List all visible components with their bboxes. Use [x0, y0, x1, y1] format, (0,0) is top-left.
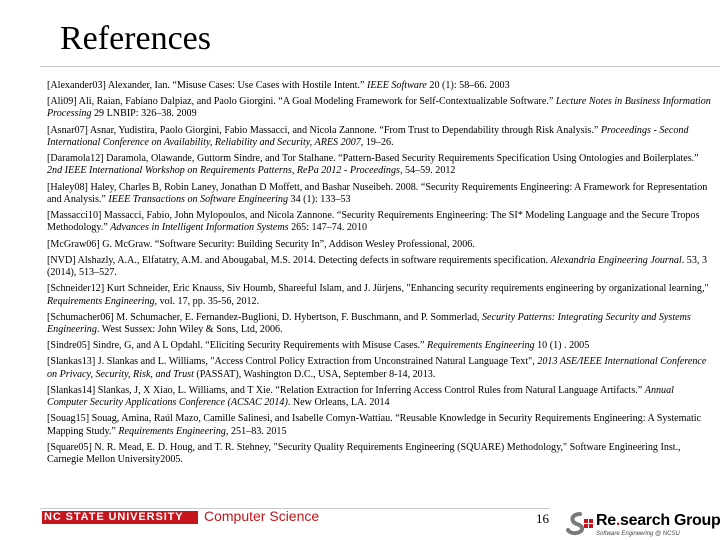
reference-text: 34 (1): 133–53 — [288, 193, 351, 205]
reference-entry — [47, 283, 712, 308]
reference-italic-text: Requirements Engineering — [47, 295, 155, 307]
reference-entry — [47, 210, 712, 235]
reference-italic-text: IEEE Transactions on Software Engineering — [108, 193, 289, 205]
research-group-name: Re.search Group — [596, 512, 720, 529]
ncsu-wordmark: NC STATE UNIVERSITY — [42, 511, 198, 524]
reference-entry — [47, 255, 712, 280]
references-list — [47, 80, 712, 470]
reference-text: , 19–26. — [360, 136, 394, 148]
reference-entry — [47, 385, 712, 410]
reference-text: [Souag15] Souag, Amina, Raúl Mazo, Camille Salinesi, and Isabelle Comyn-Wattiau. “Reusable Knowledge in Security Requirements Engineering: A Systematic Mapping Study.” — [47, 413, 702, 437]
reference-text: , vol. 17, pp. 35-56, 2012. — [154, 295, 260, 307]
reference-italic-text: Lecture Notes in Business Information Processing — [47, 96, 711, 120]
reference-text: [Schneider12] Kurt Schneider, Eric Knauss, Siv Houmb, Shareeful Islam, and J. Jürjens, "Enhancing security requirements engineering by organizational learning," — [47, 283, 709, 295]
reference-text: . New Orleans, LA. 2014 — [287, 397, 390, 409]
department-name: Computer Science — [204, 508, 320, 524]
reference-entry — [47, 80, 712, 92]
reference-entry — [47, 312, 712, 337]
reference-italic-text: Requirements Engineering — [118, 425, 226, 437]
reference-text: [Slankas13] J. Slankas and L. Williams, "Access Control Policy Extraction from Unconstrained Natural Language Text", — [47, 356, 538, 368]
reference-italic-text: Annual Computer Security Applications Conference (ACSAC 2014) — [47, 384, 674, 409]
reference-text: [McGraw06] G. McGraw. “Software Security: Building Security In”, Addison Wesley Professional, 2006. — [47, 238, 475, 250]
reference-italic-text: 2nd IEEE International Workshop on Requirements Patterns, RePa 2012 - Proceedings — [47, 165, 400, 177]
reference-text: [Asnar07] Asnar, Yudistira, Paolo Giorgini, Fabio Massacci, and Nicola Zannone. “From Trust to Dependability through Risk Analysis.” — [47, 124, 601, 136]
reference-text: [Massacci10] Massacci, Fabio, John Mylopoulos, and Nicola Zannone. “Security Requirements Engineering: The SI* Modeling Language and the Secure Tropos Methodology.” — [47, 210, 700, 234]
reference-entry — [47, 442, 712, 467]
reference-entry — [47, 182, 712, 207]
reference-italic-text: 2013 ASE/IEEE International Conference on Privacy, Security, Risk, and Trust — [47, 356, 707, 380]
reference-text: , 251–83. 2015 — [225, 425, 287, 437]
reference-italic-text: IEEE Software — [367, 80, 427, 91]
reference-text: . West Sussex: John Wiley & Sons, Ltd, 2006. — [96, 324, 283, 336]
reference-text: [NVD] Alshazly, A.A., Elfatatry, A.M. and Abougabal, M.S. 2014. Detecting defects in software requirements specification. — [47, 254, 551, 266]
reference-text: [Alexander03] Alexander, Ian. “Misuse Cases: Use Cases with Hostile Intent.” — [47, 80, 367, 91]
reference-text: [Square05] N. R. Mead, E. D. Houg, and T. R. Stehney, "Security Quality Requirements Engineering (SQUARE) Methodology," Software Engineering Inst., Carnegie Mellon University2005. — [47, 441, 681, 466]
reference-text: [Slankas14] Slankas, J, X Xiao, L. Williams, and T Xie. “Relation Extraction for Inferring Access Control Rules from Natural Language Artifacts.” — [47, 384, 645, 396]
reference-entry — [47, 340, 712, 352]
slide-title: References — [60, 20, 212, 57]
reference-text: 29 LNBIP: 326–38. 2009 — [91, 108, 197, 120]
research-group-tagline: Software Engineering @ NCSU — [596, 531, 680, 537]
reference-italic-text: Advances in Intelligent Information Systems — [110, 222, 289, 234]
reference-entry — [47, 413, 712, 438]
reference-text: [Sindre05] Sindre, G, and A L Opdahl. “Eliciting Security Requirements with Misuse Cases.” — [47, 340, 428, 352]
reference-text: , 54–59. 2012 — [399, 165, 456, 177]
reference-text: [Schumacher06] M. Schumacher, E. Fernandez-Buglioni, D. Hybertson, F. Buschmann, and P. Sommerlad, — [47, 311, 482, 323]
reference-entry — [47, 239, 712, 251]
reference-entry — [47, 96, 712, 121]
reference-text: [Haley08] Haley, Charles B, Robin Laney, Jonathan D Moffett, and Bashar Nuseibeh. 2008. “Security Requirements Engineering: A Framework for Representation and Analysis.” — [47, 181, 708, 205]
reference-italic-text: Proceedings - Second International Conference on Availability, Reliability and Security, ARES 2007 — [47, 124, 689, 148]
title-divider — [40, 66, 720, 67]
reference-text: [Daramola12] Daramola, Olawande, Guttorm Sindre, and Tor Stalhane. “Pattern-Based Security Requirements Specification Using Ontologies and Boilerplates.” — [47, 153, 699, 165]
reference-text: [Ali09] Ali, Raian, Fabiano Dalpiaz, and Paolo Giorgini. “A Goal Modeling Framework for Self-Contextualizable Software.” — [47, 96, 556, 108]
reference-entry — [47, 356, 712, 381]
reference-text: . 53, 3 (2014), 513–527. — [47, 254, 707, 279]
reference-text: (PASSAT), Washington D.C., USA, September 8-14, 2013. — [193, 368, 436, 380]
reference-italic-text: Security Patterns: Integrating Security and Systems Engineering — [47, 311, 691, 336]
reference-italic-text: Alexandria Engineering Journal — [550, 254, 682, 266]
research-group-logo — [566, 511, 720, 540]
reference-text: 265: 147–74. 2010 — [288, 222, 368, 234]
reference-italic-text: Requirements Engineering — [427, 340, 535, 352]
page-number: 16 — [536, 511, 549, 526]
reference-entry — [47, 153, 712, 178]
reference-text: 20 (1): 58–66. 2003 — [426, 80, 510, 91]
reference-entry — [47, 125, 712, 150]
reference-text: 10 (1) . 2005 — [534, 340, 590, 352]
research-group-logo-icon — [566, 511, 596, 537]
